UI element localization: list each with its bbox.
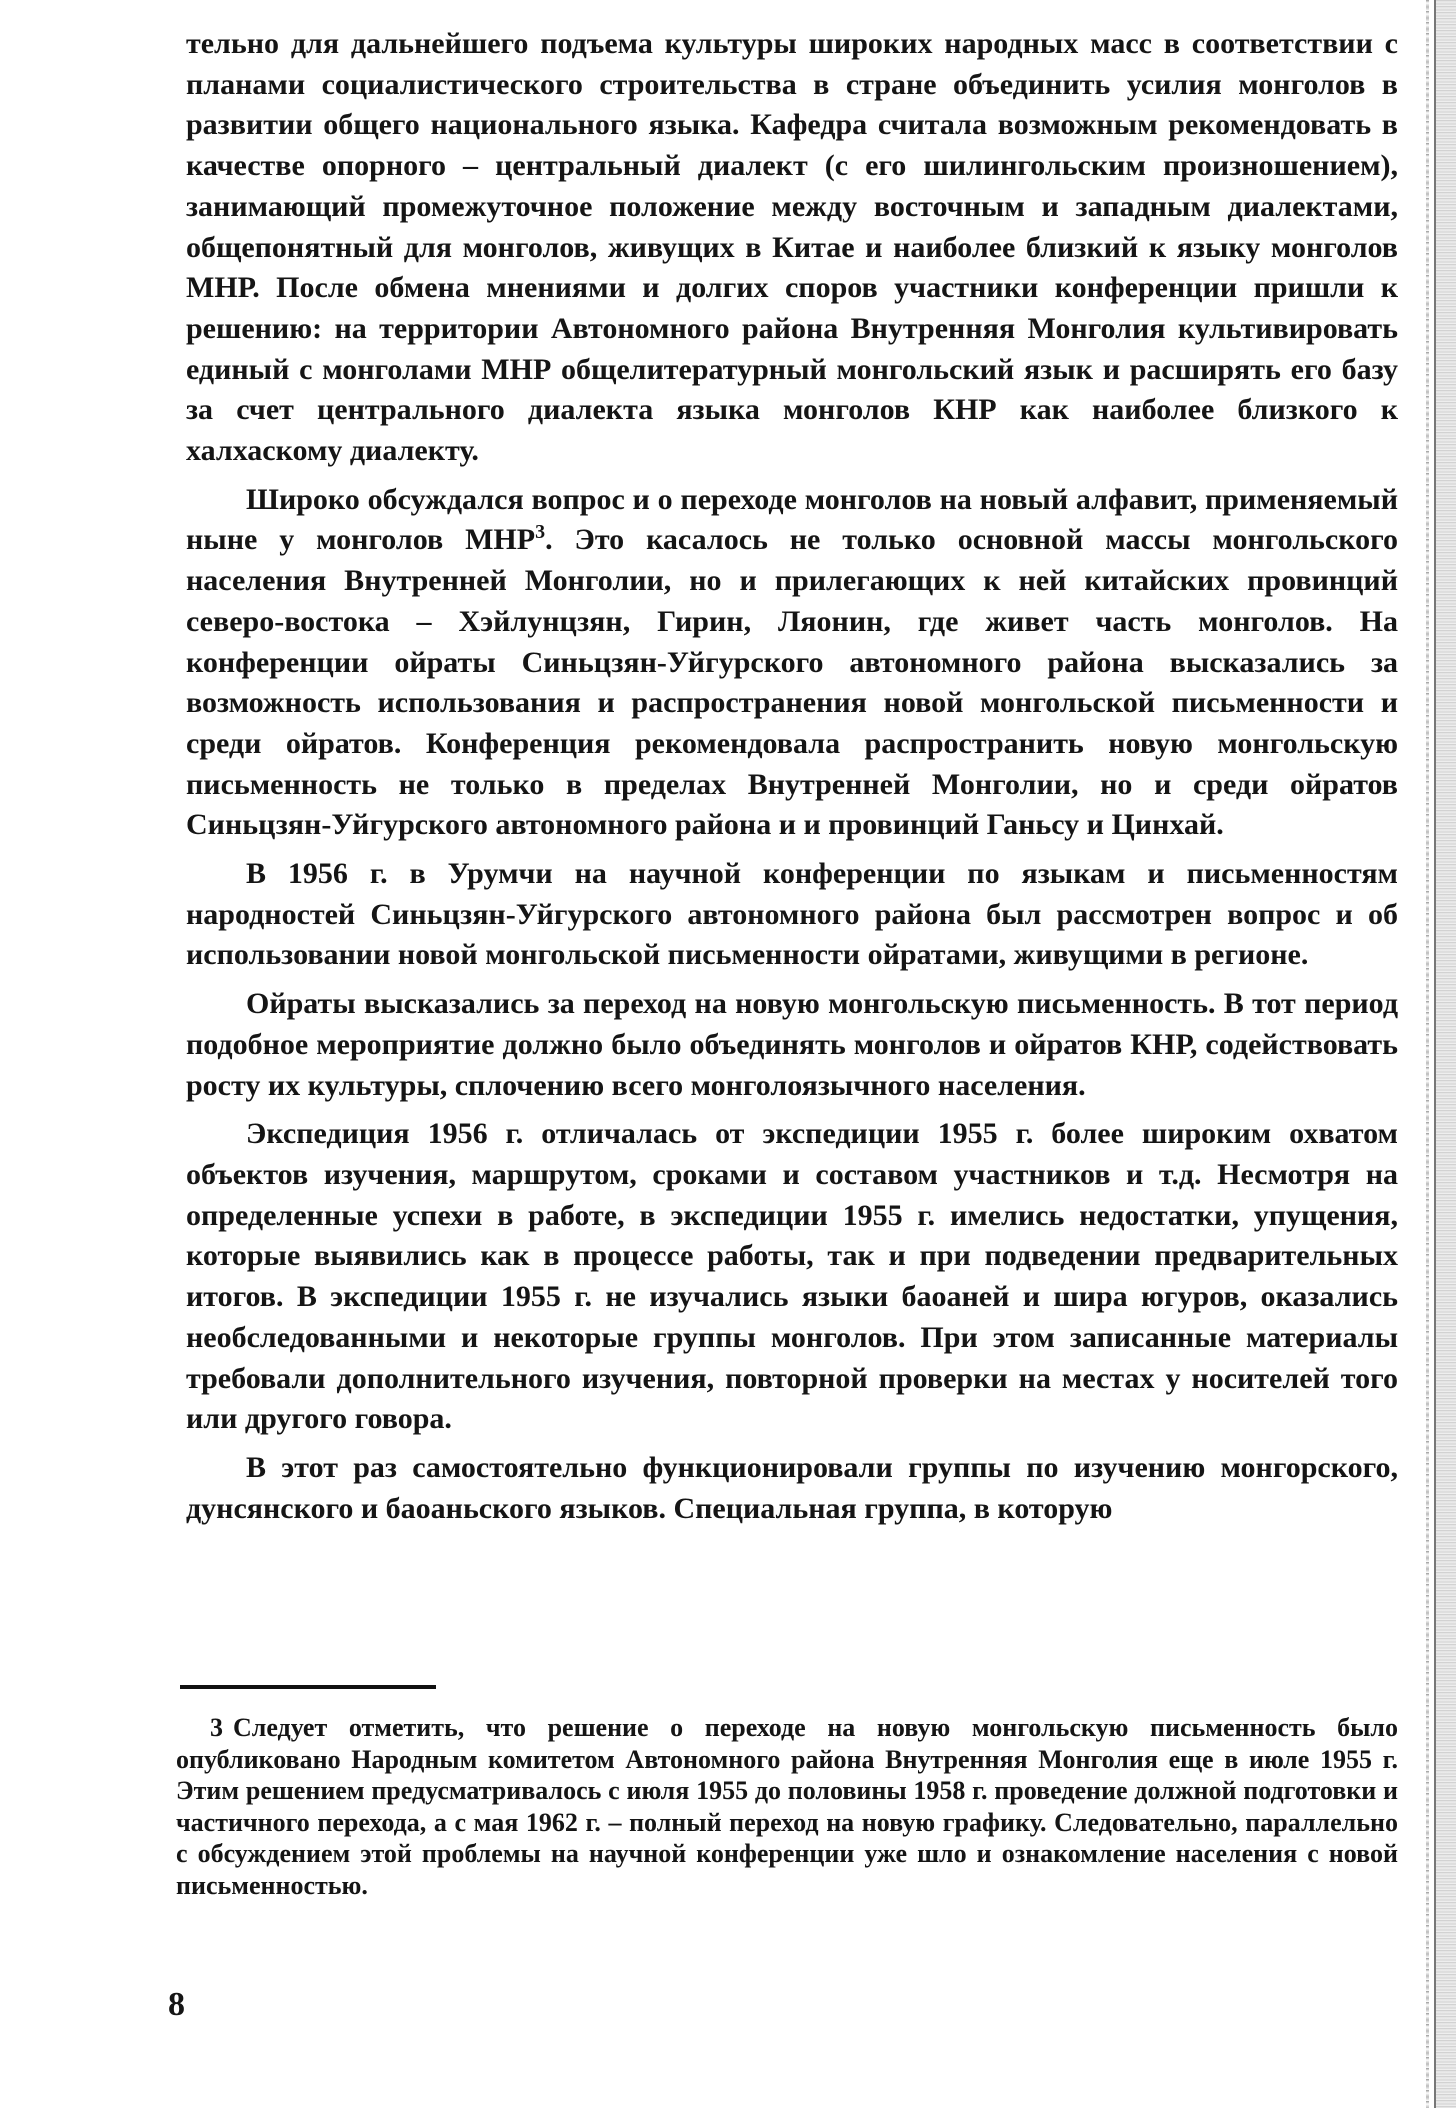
paragraph-5: Экспедиция 1956 г. отличалась от экспедиции 1955 г. более широким охватом объектов изучения, маршрутом, сроками и составом участников и т.д. Несмотря на определенные успехи в работе, в экспедиции 1955 г. имелись недостатки, упущения, которые выявились как в процессе работы, так и при подведении предварительных итогов. В экспедиции 1955 г. не изучались языки баоаней и шира югуров, оказались необследованными и некоторые группы монголов. При этом записанные материалы требовали дополнительного изучения, повторной проверки на местах у носителей того или другого говора.: [186, 1117, 1398, 1436]
paragraph-6: В этот раз самостоятельно функционировали группы по изучению монгорского, дунсянского и баоаньского языков. Специальная группа, в которую: [186, 1450, 1398, 1525]
paragraph-2: [186, 480, 1398, 846]
paragraph-4: Ойраты высказались за переход на новую монгольскую письменность. В тот период подобное мероприятие должно было объединять монголов и ойратов КНР, содействовать росту их культуры, сплочению всего монголоязычного населения.: [186, 987, 1398, 1102]
footnote-reference: 3: [535, 521, 546, 544]
footnote-text: Следует отметить, что решение о переходе на новую монгольскую письменность было опубликовано Народным комитетом Автономного района Внутренняя Монголия еще в июле 1955 г. Этим решением предусматривалось с июля 1955 до половины 1958 г. проведение должной подготовки и частичного перехода, а с мая 1962 г. – полный переход на новую графику. Следовательно, параллельно с обсуждением этой проблемы на научной конференции уже шло и ознакомление населения с новой письменностью.: [176, 1713, 1398, 1900]
footnote-divider: [180, 1685, 436, 1689]
footnote-number: 3: [210, 1713, 223, 1742]
paragraph-2-start: Широко обсуждался вопрос и о переходе монголов на новый алфавит, применяемый ныне у монголов МНР: [186, 482, 1398, 557]
paragraph-3: В 1956 г. в Урумчи на научной конференции по языкам и письменностям народностей Синьцзян-Уйгурского автономного района был рассмотрен вопрос и об использовании новой монгольской письменности ойратами, живущими в регионе.: [186, 857, 1398, 972]
body-text: [186, 24, 1398, 1529]
footnote: [176, 1712, 1398, 1902]
page-edge: [1434, 0, 1456, 2108]
paragraph-1: тельно для дальнейшего подъема культуры широких народных масс в соответствии с планами социалистического строительства в стране объединить усилия монголов в развитии общего национального языка. Кафедра считала возможным рекомендовать в качестве опорного – центральный диалект (с его шилингольским произношением), занимающий промежуточное положение между восточным и западным диалектами, общепонятный для монголов, живущих в Китае и наиболее близкий к языку монголов МНР. После обмена мнениями и долгих споров участники конференции пришли к решению: на территории Автономного района Внутренняя Монголия культивировать единый с монголами МНР общелитературный монгольский язык и расширять его базу за счет центрального диалекта языка монголов КНР как наиболее близкого к халхаскому диалекту.: [186, 27, 1398, 468]
page-number: 8: [168, 1986, 185, 2023]
paragraph-2-end: . Это касалось не только основной массы монгольского населения Внутренней Монголии, но и прилегающих к ней китайских провинций северо-востока – Хэйлунцзян, Гирин, Ляонин, где живет часть монголов. На конференции ойраты Синьцзян-Уйгурского автономного района высказались за возможность использования и распространения новой монгольской письменности и среди ойратов. Конференция рекомендовала распространить новую монгольскую письменность не только в пределах Внутренней Монголии, но и среди ойратов Синьцзян-Уйгурского автономного района и и провинций Ганьсу и Цинхай.: [186, 523, 1398, 842]
